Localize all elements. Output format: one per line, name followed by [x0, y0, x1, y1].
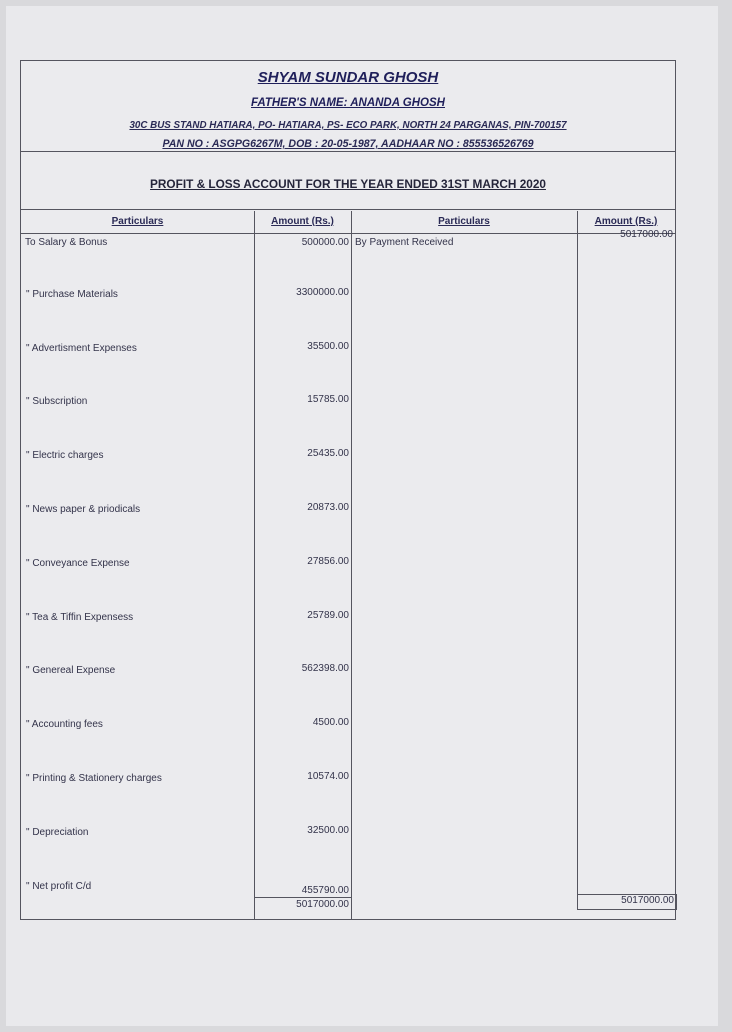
debit-amount: 25789.00 — [307, 609, 349, 621]
debit-amount: 4500.00 — [312, 717, 349, 729]
debit-amount: 35500.00 — [307, 340, 349, 352]
header-block — [21, 61, 675, 152]
debit-label: " Conveyance Expense — [26, 557, 130, 569]
debit-label: " Advertisment Expenses — [26, 342, 137, 354]
total-left: 5017000.00 — [296, 899, 349, 910]
debit-label: " Purchase Materials — [26, 288, 118, 300]
debit-amount: 3300000.00 — [296, 286, 349, 298]
statement-title: PROFIT & LOSS ACCOUNT FOR THE YEAR ENDED 31ST MARCH 2020 — [150, 177, 546, 191]
debit-label: " Accounting fees — [26, 719, 103, 731]
identity-line: PAN NO : ASGPG6267M, DOB : 20-05-1987, AADHAAR NO : 855536526769 — [162, 138, 534, 150]
header-particulars-right: Particulars — [438, 216, 490, 227]
debit-label: To Salary & Bonus — [25, 237, 108, 248]
address-line: 30C BUS STAND HATIARA, PO- HATIARA, PS- ECO PARK, NORTH 24 PARGANAS, PIN-700157 — [129, 120, 567, 131]
header-particulars-left: Particulars — [111, 216, 164, 227]
proprietor-name: SHYAM SUNDAR GHOSH — [257, 69, 439, 86]
debit-label: " Subscription — [26, 396, 88, 408]
debit-amount: 500000.00 — [301, 237, 349, 248]
credit-label: By Payment Received — [355, 237, 454, 248]
column-divider — [577, 211, 578, 895]
debit-amount: 10574.00 — [307, 771, 349, 782]
debit-amount: 27856.00 — [307, 555, 349, 567]
debit-label: " Electric charges — [26, 450, 104, 462]
debit-amount: 455790.00 — [301, 885, 349, 896]
debit-label: " Tea & Tiffin Expensess — [26, 611, 134, 623]
debit-label: " News paper & priodicals — [26, 504, 141, 515]
debit-amount: 15785.00 — [307, 394, 349, 406]
debit-amount: 562398.00 — [301, 663, 349, 675]
credit-amount: 5017000.00 — [620, 229, 673, 240]
header-amount-right: Amount (Rs.) — [594, 216, 658, 227]
debit-amount: 25435.00 — [307, 448, 349, 460]
title-bar — [21, 153, 675, 210]
total-rule-left — [254, 897, 351, 898]
paper-sheet — [6, 6, 718, 1026]
account-table — [21, 211, 675, 919]
debit-label: " Printing & Stationery charges — [26, 773, 162, 784]
debit-amount: 32500.00 — [307, 824, 349, 836]
total-right: 5017000.00 — [577, 894, 677, 910]
header-amount-left: Amount (Rs.) — [271, 216, 334, 227]
column-divider — [351, 211, 352, 919]
profit-loss-statement — [20, 60, 676, 920]
father-name: FATHER'S NAME: ANANDA GHOSH — [251, 97, 445, 109]
debit-label: " Depreciation — [26, 826, 89, 838]
debit-amount: 20873.00 — [307, 502, 349, 513]
debit-label: " Net profit C/d — [26, 880, 92, 892]
debit-label: " Genereal Expense — [26, 665, 116, 677]
